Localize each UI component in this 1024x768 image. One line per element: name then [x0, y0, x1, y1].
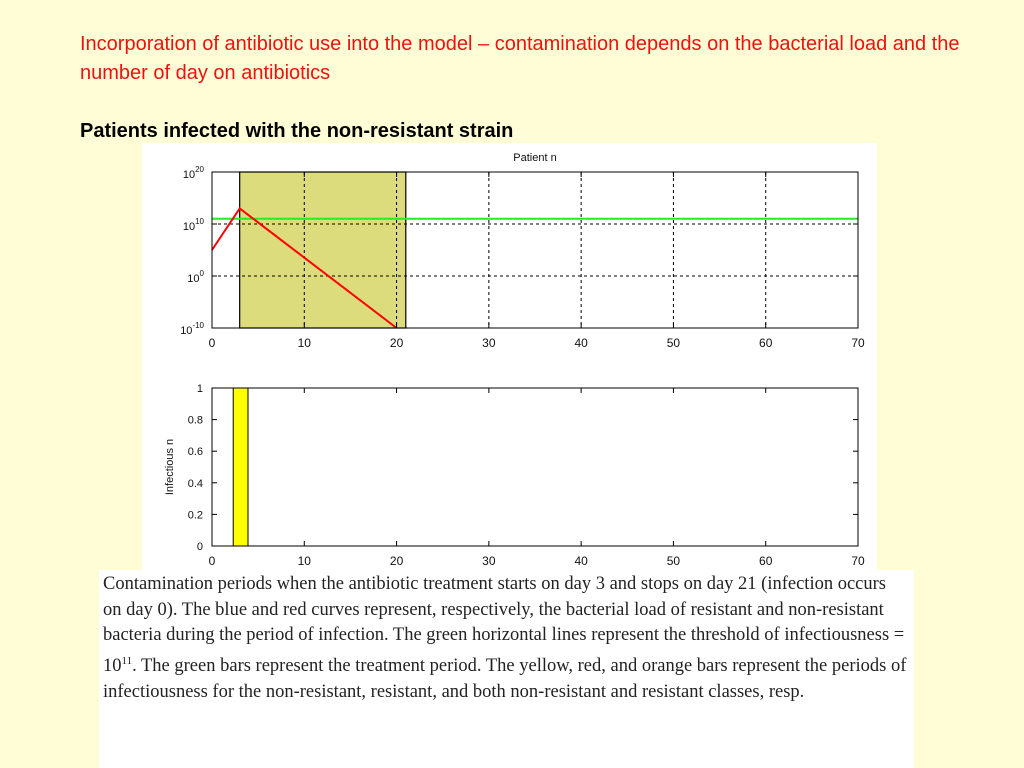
- bottom-x-tick-label: 50: [666, 554, 681, 568]
- bottom-x-tick-label: 30: [482, 554, 496, 568]
- slide-subtitle: Patients infected with the non-resistant strain: [80, 120, 514, 142]
- top-x-tick-label: 0: [208, 336, 216, 350]
- bottom-y-tick-label: 1: [196, 383, 203, 395]
- chart-figure: [142, 143, 877, 570]
- bottom-y-tick-label: 0.4: [187, 477, 203, 490]
- top-x-tick-label: 60: [759, 336, 773, 350]
- slide-title: Incorporation of antibiotic use into the model – contamination depends on the bacterial load and the number of day on antibiotics: [80, 33, 960, 84]
- top-y-tick-label: $10^{20}$: [182, 165, 204, 181]
- top-x-tick-label: 20: [389, 336, 404, 350]
- figure-caption: [99, 570, 914, 768]
- top-y-tick-label: $10^0$: [187, 269, 204, 285]
- top-x-tick-label: 30: [482, 336, 496, 350]
- bottom-y-axis-label: Infectious n: [164, 438, 176, 496]
- top-y-tick-label: $10^{10}$: [182, 217, 204, 233]
- bottom-y-tick-label: 0: [196, 541, 203, 553]
- bottom-y-tick-label: 0.8: [187, 414, 203, 427]
- caption-text-end: . The green bars represent the treatment period. The yellow, red, and orange bars represent the periods of infectiousness for the non-resistant, resistant, and both non-resistant and resistant classes, resp.: [103, 656, 907, 702]
- bottom-x-tick-label: 70: [851, 554, 865, 568]
- bottom-plot-frame: [212, 388, 858, 546]
- figure: [142, 143, 877, 570]
- bottom-x-tick-label: 60: [759, 554, 773, 568]
- infectious-period-bar: [233, 388, 248, 546]
- top-x-tick-label: 40: [574, 336, 588, 350]
- top-y-tick-label: $10^{-10}$: [180, 321, 204, 337]
- bottom-y-tick-label: 0.6: [187, 446, 203, 459]
- treatment-period-band: [240, 172, 406, 328]
- bottom-x-tick-label: 40: [574, 554, 588, 568]
- top-x-tick-label: 50: [666, 336, 681, 350]
- caption-superscript: 11: [121, 655, 133, 668]
- top-x-tick-label: 70: [851, 336, 865, 350]
- bottom-x-tick-label: 20: [389, 554, 404, 568]
- bottom-x-tick-label: 0: [208, 554, 216, 568]
- bottom-y-tick-label: 0.2: [187, 509, 203, 522]
- bottom-x-tick-label: 10: [297, 554, 311, 568]
- caption-text: Contamination periods when the antibiotic treatment starts on day 3 and stops on day 21 (infection occurs on day 0). The blue and red curves represent, respectively, the bacterial load of resistant and non-resistant bacteria during the period of infection. The green horizontal lines represent the threshold of infectiousness = 10: [103, 574, 905, 677]
- top-x-tick-label: 10: [297, 336, 311, 350]
- top-chart-title: Patient n: [513, 152, 557, 164]
